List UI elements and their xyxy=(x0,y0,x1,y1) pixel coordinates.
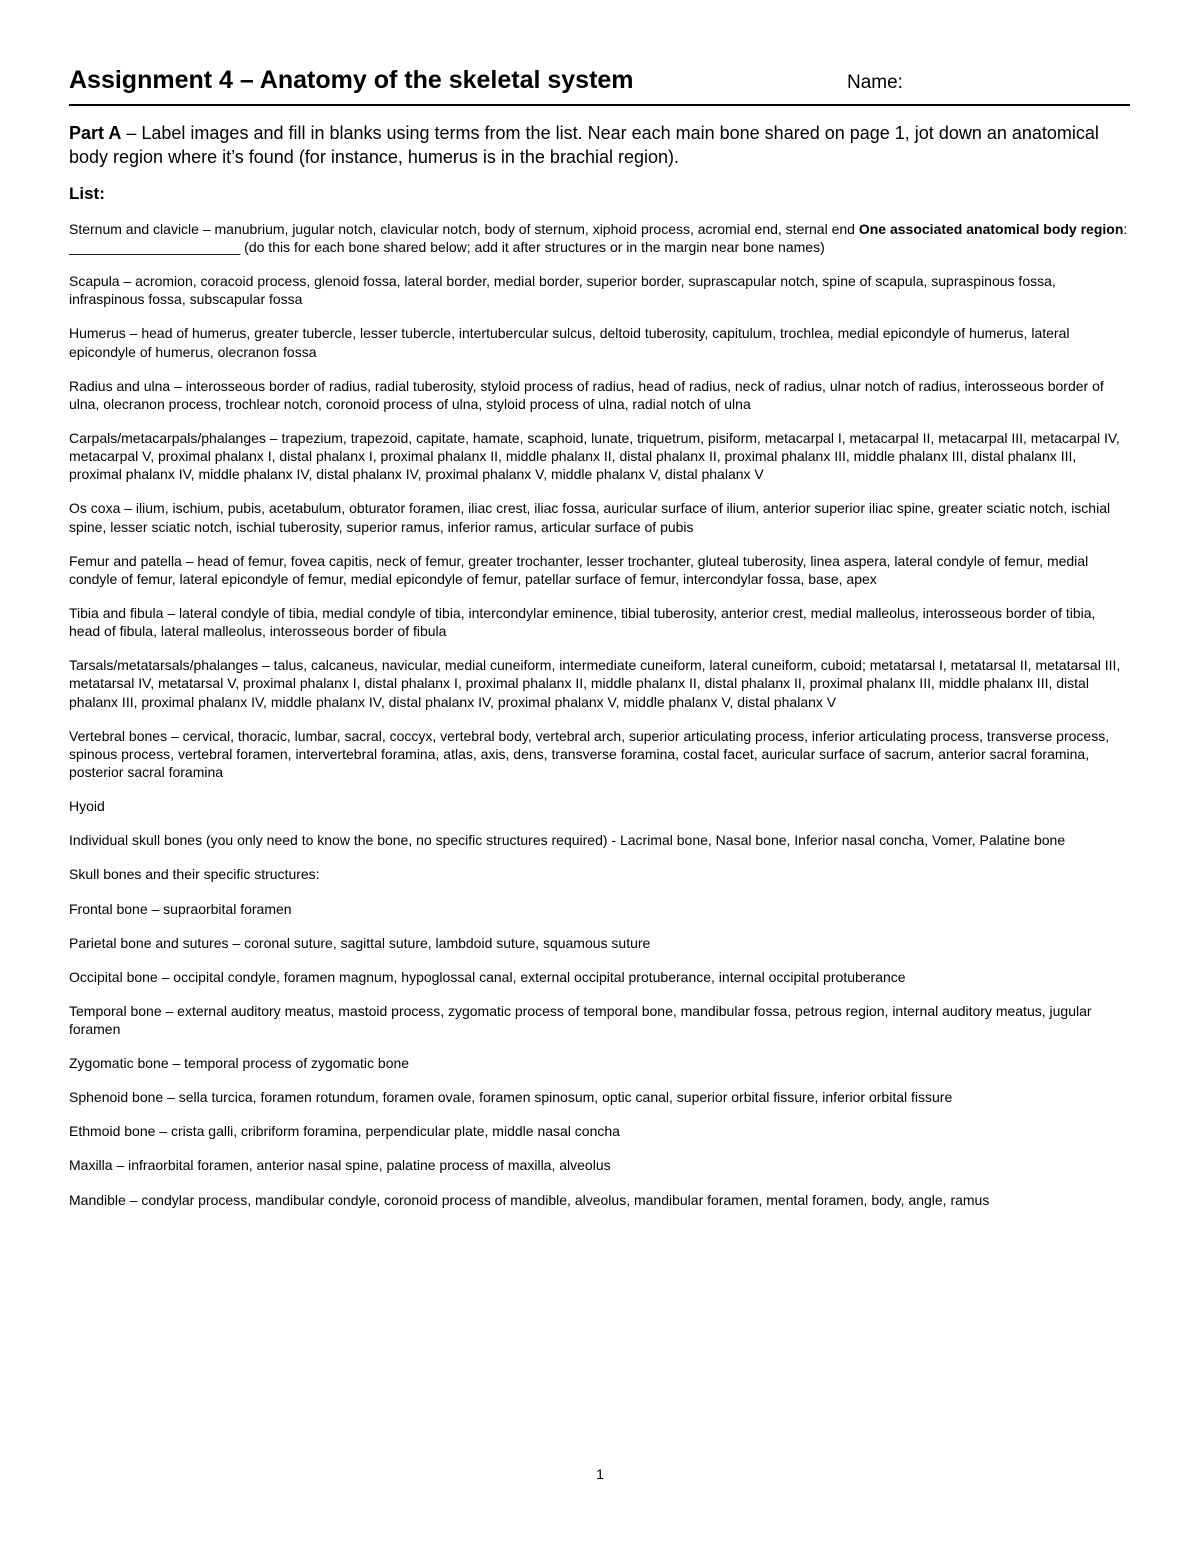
page-header xyxy=(69,66,1130,106)
page-title: Assignment 4 – Anatomy of the skeletal system xyxy=(69,66,634,94)
list-heading: List: xyxy=(69,184,105,203)
part-a-label: Part A xyxy=(69,123,122,143)
list-item: Humerus – head of humerus, greater tubercle, lesser tubercle, intertubercular sulcus, deltoid tuberosity, capitulum, trochlea, medial epicondyle of humerus, lateral epicondyle of humerus, olecranon fossa xyxy=(69,325,1070,360)
name-label: Name: xyxy=(847,72,903,93)
list-item: Maxilla – infraorbital foramen, anterior nasal spine, palatine process of maxilla, alveolus xyxy=(69,1157,611,1174)
list-item: Skull bones and their specific structures: xyxy=(69,866,320,883)
list-item: Hyoid xyxy=(69,798,105,815)
list-item: Radius and ulna – interosseous border of radius, radial tuberosity, styloid process of radius, head of radius, neck of radius, ulnar notch of radius, interosseous border of ulna, olecranon process, trochlear notch, coronoid process of ulna, styloid process of ulna, radial notch of ulna xyxy=(69,377,1104,412)
sternum-entry-text: Sternum and clavicle – manubrium, jugular notch, clavicular notch, body of sternum, xiphoid process, acromial end, sternal end xyxy=(69,221,859,237)
list-item: Temporal bone – external auditory meatus, mastoid process, zygomatic process of temporal bone, mandibular fossa, petrous region, internal auditory meatus, jugular foramen xyxy=(69,1002,1092,1038)
list-item: Vertebral bones – cervical, thoracic, lumbar, sacral, coccyx, vertebral body, vertebral arch, superior articulating process, inferior articulating process, transverse process, spinous process, vertebral foramen, intervertebral foramina, atlas, axis, dens, transverse foramina, costal facet, auricular surface of sacrum, anterior sacral foramina, posterior sacral foramina xyxy=(69,727,1110,781)
list-item: Individual skull bones (you only need to know the bone, no specific structures required) - Lacrimal bone, Nasal bone, Inferior nasal concha, Vomer, Palatine bone xyxy=(69,832,1066,849)
list-item: Zygomatic bone – temporal process of zygomatic bone xyxy=(69,1055,410,1072)
list-item: Ethmoid bone – crista galli, cribriform foramina, perpendicular plate, middle nasal concha xyxy=(69,1123,620,1140)
part-a-text: – Label images and fill in blanks using terms from the list. Near each main bone shared on page 1, jot down an anatomical body region where it’s found (for instance, humerus is in the brachial region). xyxy=(69,123,1099,167)
list-item: Tarsals/metatarsals/phalanges – talus, calcaneus, navicular, medial cuneiform, intermediate cuneiform, lateral cuneiform, cuboid; metatarsal I, metatarsal II, metatarsal III, metatarsal IV, metatarsal V, proximal phalanx I, distal phalanx I, proximal phalanx II, middle phalanx II, distal phalanx II, proximal phalanx III, middle phalanx III, distal phalanx III, proximal phalanx IV, middle phalanx IV, distal phalanx IV, proximal phalanx V, middle phalanx V, distal phalanx V xyxy=(69,657,1121,710)
sternum-entry-suffix: : ______________________ (do this for each bone shared below; add it after structures or in the margin near bone names) xyxy=(69,221,1128,256)
list-item: Occipital bone – occipital condyle, foramen magnum, hypoglossal canal, external occipital protuberance, internal occipital protuberance xyxy=(69,968,906,985)
document-page xyxy=(69,66,1130,1225)
term-list xyxy=(69,220,1130,1209)
list-item: Os coxa – ilium, ischium, pubis, acetabulum, obturator foramen, iliac crest, iliac fossa, auricular surface of ilium, anterior superior iliac spine, greater sciatic notch, ischial spine, lesser sciatic notch, ischial tuberosity, superior ramus, inferior ramus, articular surface of pubis xyxy=(69,500,1111,535)
list-item: Tibia and fibula – lateral condyle of tibia, medial condyle of tibia, intercondylar eminence, tibial tuberosity, anterior crest, medial malleolus, interosseous border of tibia, head of fibula, lateral malleolus, interosseous border of fibula xyxy=(69,604,1096,640)
body-region-label: One associated anatomical body region xyxy=(858,221,1124,237)
list-item: Parietal bone and sutures – coronal suture, sagittal suture, lambdoid suture, squamous suture xyxy=(69,934,651,951)
list-item: Scapula – acromion, coracoid process, glenoid fossa, lateral border, medial border, superior border, suprascapular notch, spine of scapula, supraspinous fossa, infraspinous fossa, subscapular fossa xyxy=(69,273,1056,308)
list-item: Carpals/metacarpals/phalanges – trapezium, trapezoid, capitate, hamate, scaphoid, lunate, triquetrum, pisiform, metacarpal I, metacarpal II, metacarpal III, metacarpal IV, metacarpal V, proximal phalanx I, distal phalanx I, proximal phalanx II, middle phalanx II, distal phalanx II, proximal phalanx III, middle phalanx III, distal phalanx III, proximal phalanx IV, middle phalanx IV, distal phalanx IV, proximal phalanx V, middle phalanx V, distal phalanx V xyxy=(69,429,1120,483)
part-a-instructions xyxy=(69,121,1130,169)
list-item: Sphenoid bone – sella turcica, foramen rotundum, foramen ovale, foramen spinosum, optic canal, superior orbital fissure, inferior orbital fissure xyxy=(69,1089,953,1106)
page-number: 1 xyxy=(596,1466,604,1482)
list-item: Femur and patella – head of femur, fovea capitis, neck of femur, greater trochanter, lesser trochanter, gluteal tuberosity, linea aspera, lateral condyle of femur, medial condyle of femur, lateral epicondyle of femur, medial epicondyle of femur, patellar surface of femur, intercondylar fossa, base, apex xyxy=(69,552,1089,587)
list-item-sternum-clavicle xyxy=(69,220,1130,256)
list-item: Mandible – condylar process, mandibular condyle, coronoid process of mandible, alveolus, mandibular foramen, mental foramen, body, angle, ramus xyxy=(69,1191,990,1208)
list-item: Frontal bone – supraorbital foramen xyxy=(69,900,292,917)
